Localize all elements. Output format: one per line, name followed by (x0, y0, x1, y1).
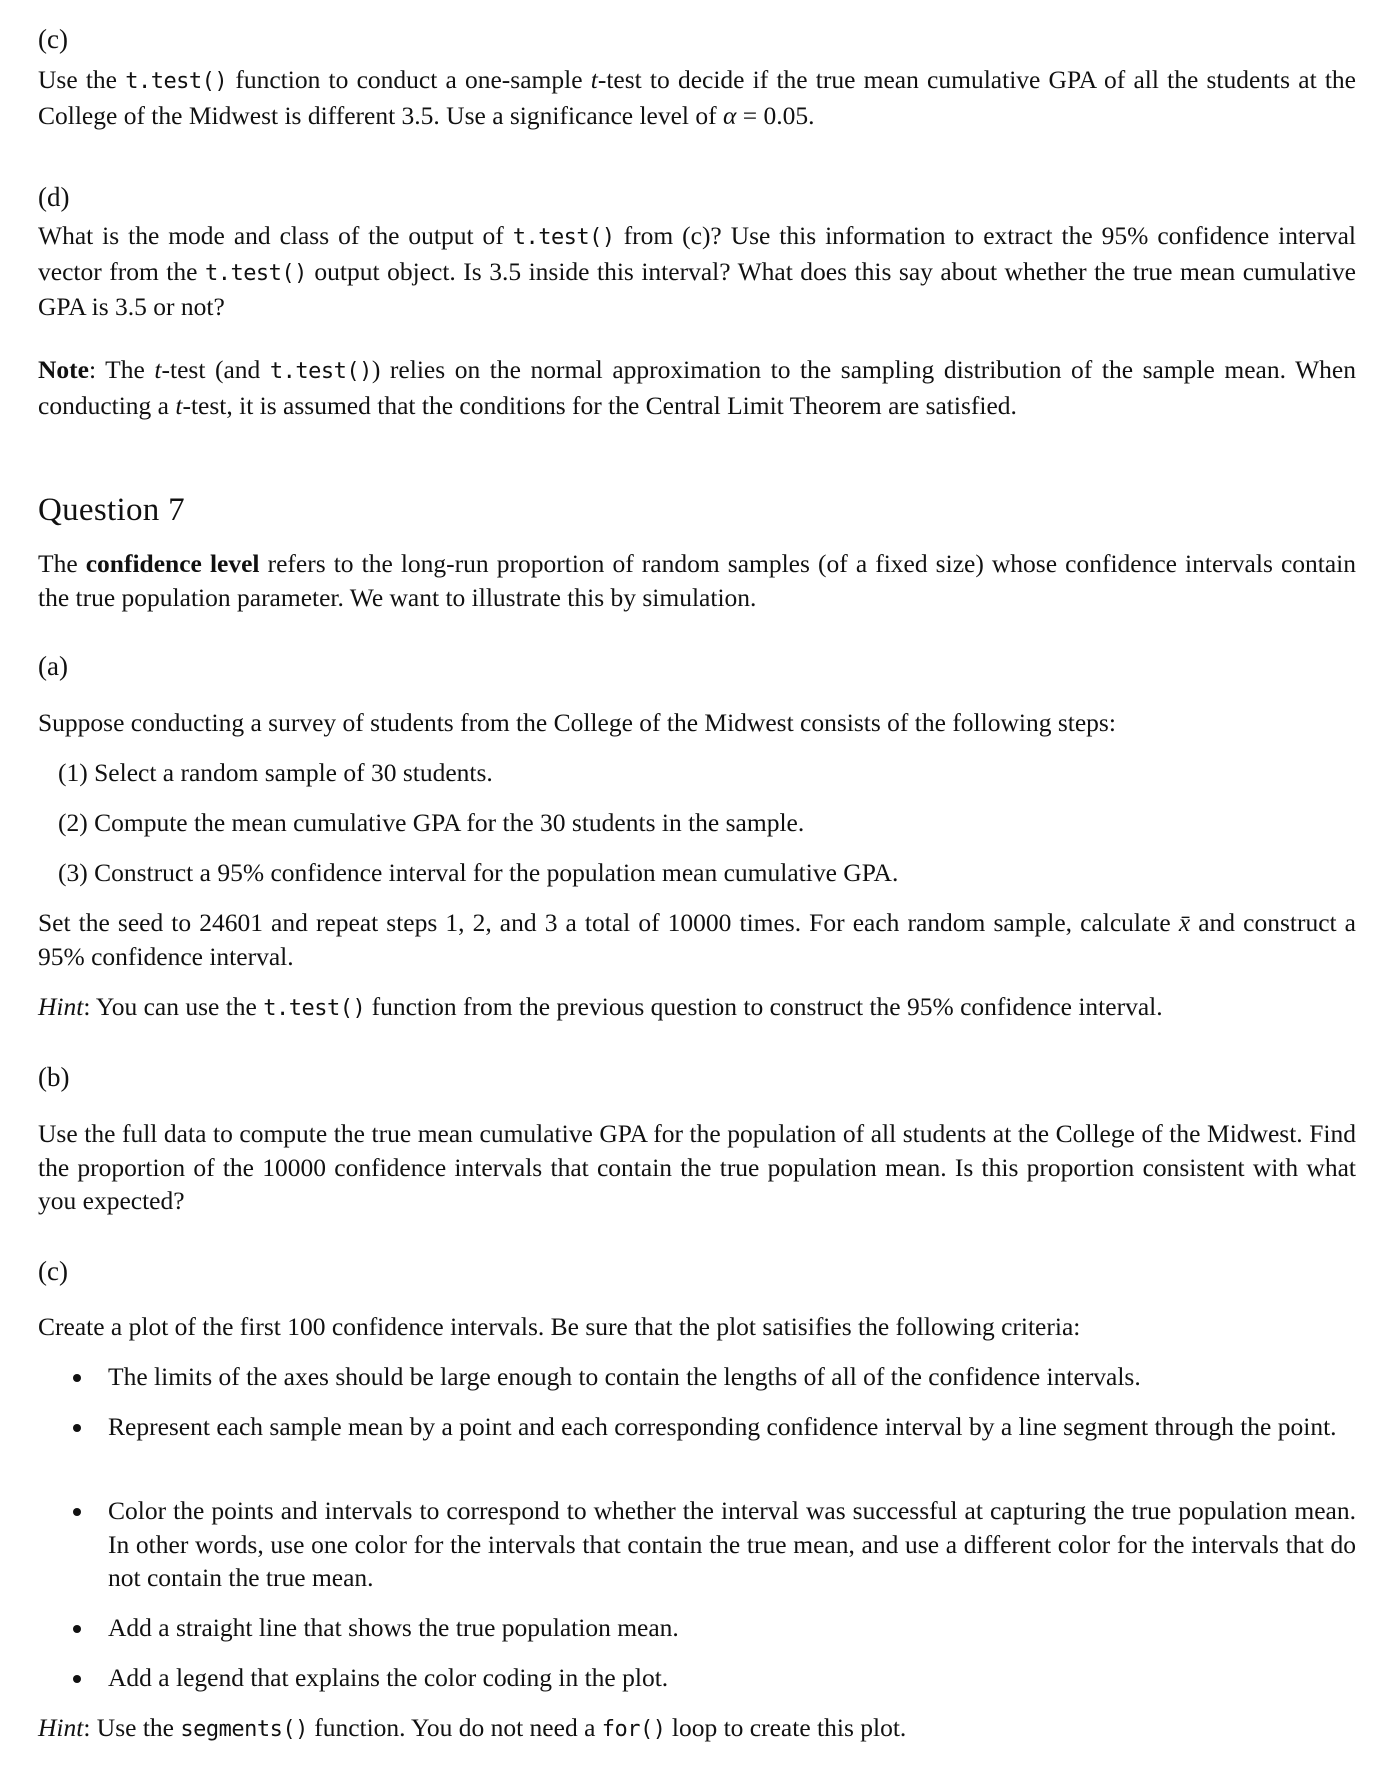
bullet-icon (73, 1508, 81, 1516)
inline-code: for() (601, 1717, 666, 1742)
question-7-intro (38, 547, 1356, 614)
section-d (38, 182, 1356, 212)
text: function to conduct a one-sample (227, 65, 591, 94)
text: : You can use the (83, 992, 264, 1021)
text: from (c)? Use this information to extract the 95% confidence interval vector from the (38, 221, 1356, 286)
text: ) relies on the normal approximation to the sampling distribution of the sample mean. When conducting a (38, 355, 1356, 420)
list-item: (2) Compute the mean cumulative GPA for the 30 students in the sample. (58, 808, 805, 837)
list-item-text: The limits of the axes should be large enough to contain the lengths of all of the confidence intervals. (108, 1362, 1141, 1391)
subsection-heading: (c) (38, 1256, 68, 1286)
paragraph: Create a plot of the first 100 confidence intervals. Be sure that the plot satisifies the following criteria: (38, 1312, 1081, 1341)
text: The (38, 549, 86, 578)
text: -test to decide if the true mean cumulative GPA of all the students at the College of the Midwest is different 3.5. Use a significance level of (38, 65, 1356, 130)
text: output object. Is 3.5 inside this interval? What does this say about whether the true mean cumulative GPA is 3.5 or not? (38, 256, 1356, 321)
part-c-hint (38, 1711, 1356, 1747)
bold-term: confidence level (85, 549, 260, 578)
paragraph (38, 547, 1356, 614)
text: and construct a 95% confidence interval. (38, 908, 1356, 971)
paragraph: Suppose conducting a survey of students from the College of the Midwest consists of the following steps: (38, 708, 1116, 737)
section-c-previous (38, 24, 1356, 54)
text: : Use the (83, 1713, 181, 1742)
part-a-hint (38, 990, 1356, 1026)
paragraph (38, 353, 1356, 422)
paragraph (38, 219, 1356, 324)
part-a-lead (38, 706, 1356, 740)
text: : The (88, 355, 155, 384)
text: -test (and (161, 355, 270, 384)
text: loop to create this plot. (665, 1713, 907, 1742)
paragraph (38, 990, 1356, 1026)
part-b (38, 1062, 1356, 1092)
text: refers to the long-run proportion of random samples (of a fixed size) whose confidence intervals contain the true population parameter. We want to illustrate this by simulation. (38, 549, 1356, 612)
math-variable: t (590, 65, 598, 94)
math-xbar: x̄ (1178, 908, 1191, 937)
bullet-icon (73, 1374, 81, 1382)
bullet-icon (73, 1675, 81, 1683)
list-item: (1) Select a random sample of 30 students. (58, 758, 493, 787)
bullet-icon (73, 1625, 81, 1633)
part-c-lead (38, 1310, 1356, 1344)
text: Set the seed to 24601 and repeat steps 1, 2, and 3 a total of 10000 times. For each random sample, calculate (38, 908, 1179, 937)
hint-label: Hint (38, 992, 84, 1021)
list-item-text: Add a straight line that shows the true population mean. (108, 1613, 679, 1642)
section-c-previous-body (38, 63, 1356, 132)
text: Use the (38, 65, 126, 94)
section-d-body (38, 219, 1356, 324)
text: function. You do not need a (307, 1713, 602, 1742)
inline-code: t.test() (512, 225, 615, 250)
math-alpha: α (723, 100, 737, 130)
subsection-heading: (b) (38, 1062, 70, 1092)
text: -test, it is assumed that the conditions for the Central Limit Theorem are satisfied. (182, 390, 1017, 420)
math-variable: t (154, 355, 162, 384)
subsection-heading: (a) (38, 651, 68, 681)
note-paragraph (38, 353, 1356, 422)
subsection-heading: (d) (38, 182, 70, 212)
list-item-text: Color the points and intervals to correspond to whether the interval was successful at capturing the true population mean. In other words, use one color for the intervals that contain the true mean, and use a different color for the intervals that do not contain the true mean. (108, 1496, 1356, 1592)
text: What is the mode and class of the output of (38, 221, 513, 250)
question-heading: Question 7 (38, 492, 185, 528)
text: function from the previous question to construct the 95% confidence interval. (365, 992, 1163, 1021)
part-b-body (38, 1117, 1356, 1218)
inline-code: t.test() (269, 359, 372, 384)
note-label: Note (38, 355, 89, 384)
list-item-text: Add a legend that explains the color coding in the plot. (108, 1663, 669, 1692)
text: = 0.05. (736, 100, 815, 130)
bullet-icon (73, 1424, 81, 1432)
question-7-heading-block (38, 492, 1356, 528)
inline-code: segments() (180, 1717, 308, 1742)
hint-label: Hint (38, 1713, 84, 1742)
list-item-text: Represent each sample mean by a point and each corresponding confidence interval by a line segment through the point. (108, 1412, 1337, 1441)
paragraph (38, 63, 1356, 132)
inline-code: t.test() (125, 69, 228, 94)
inline-code: t.test() (204, 260, 307, 286)
paragraph: Use the full data to compute the true mean cumulative GPA for the population of all students at the College of the Midwest. Find the proportion of the 10000 confidence intervals that contain the true population mean. Is this proportion consistent with what you expected? (38, 1119, 1356, 1215)
list-item: (3) Construct a 95% confidence interval for the population mean cumulative GPA. (58, 858, 899, 887)
paragraph (38, 906, 1356, 973)
part-a-instruction (38, 906, 1356, 973)
part-c (38, 1256, 1356, 1286)
part-a (38, 651, 1356, 681)
math-variable: t (175, 390, 183, 420)
subsection-heading: (c) (38, 24, 68, 54)
inline-code: t.test() (263, 996, 366, 1021)
paragraph (38, 1711, 1356, 1747)
